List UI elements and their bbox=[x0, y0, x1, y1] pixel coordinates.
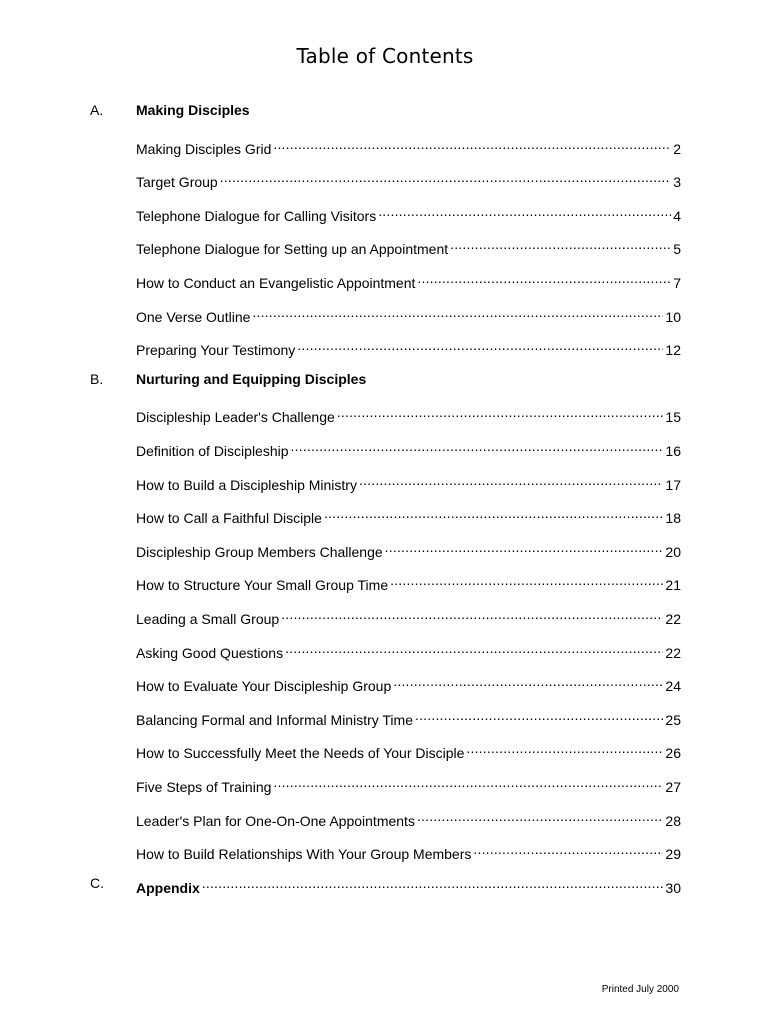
print-date: Printed July 2000 bbox=[601, 984, 679, 995]
dot-leader bbox=[385, 537, 664, 557]
dot-leader bbox=[473, 839, 663, 859]
toc-entry-label: Preparing Your Testimony bbox=[136, 342, 296, 359]
dot-leader bbox=[281, 604, 663, 624]
dot-leader bbox=[415, 705, 663, 725]
toc-entry-label: How to Successfully Meet the Needs of Your Disciple bbox=[136, 745, 465, 762]
toc-entry-label: One Verse Outline bbox=[136, 308, 251, 325]
toc-page-number: 2 bbox=[673, 140, 681, 157]
toc-entry[interactable] bbox=[136, 302, 681, 325]
dot-leader bbox=[297, 335, 663, 355]
toc-entry-label: How to Structure Your Small Group Time bbox=[136, 577, 389, 594]
dot-leader bbox=[337, 402, 664, 422]
section-title: Making Disciples bbox=[136, 102, 250, 118]
toc-page-number: 22 bbox=[665, 644, 681, 661]
toc-page-number: 10 bbox=[665, 308, 681, 325]
dot-leader bbox=[285, 638, 663, 658]
toc-page-number: 12 bbox=[665, 342, 681, 359]
toc-page-number: 25 bbox=[665, 711, 681, 728]
toc-page-number: 7 bbox=[673, 275, 681, 291]
toc-entry[interactable] bbox=[136, 839, 681, 863]
dot-leader bbox=[359, 470, 663, 490]
toc-entry-label: Target Group bbox=[136, 174, 218, 191]
toc-page-number: 3 bbox=[673, 174, 681, 191]
toc-entry[interactable] bbox=[136, 503, 681, 527]
toc-page-number: 15 bbox=[665, 409, 681, 426]
dot-leader bbox=[324, 503, 663, 523]
section-letter: C. bbox=[90, 874, 104, 891]
toc-entry[interactable] bbox=[136, 201, 681, 224]
toc-entry-label: Leading a Small Group bbox=[136, 611, 280, 627]
toc-entry[interactable] bbox=[136, 436, 681, 459]
dot-leader bbox=[378, 201, 671, 221]
toc-entry[interactable] bbox=[136, 806, 681, 829]
toc-page-number: 28 bbox=[665, 812, 681, 829]
toc-page-number: 18 bbox=[665, 510, 681, 527]
toc-entry-appendix[interactable] bbox=[136, 873, 681, 896]
dot-leader bbox=[390, 570, 663, 590]
section-letter: A. bbox=[90, 102, 104, 118]
toc-entry-label: How to Call a Faithful Disciple bbox=[136, 510, 322, 527]
toc-page-number: 16 bbox=[665, 443, 681, 459]
toc-page-number: 5 bbox=[673, 241, 681, 258]
toc-entry[interactable] bbox=[136, 671, 681, 695]
dot-leader bbox=[273, 134, 671, 154]
toc-entry-label: How to Evaluate Your Discipleship Group bbox=[136, 678, 392, 695]
dot-leader bbox=[220, 167, 671, 187]
dot-leader bbox=[417, 806, 663, 826]
toc-entry-label: How to Build a Discipleship Ministry bbox=[136, 476, 357, 493]
dot-leader bbox=[450, 234, 671, 254]
toc-entry-label: How to Build Relationships With Your Group Members bbox=[136, 846, 472, 863]
toc-entry-label: Definition of Discipleship bbox=[136, 443, 289, 459]
toc-entry[interactable] bbox=[136, 470, 681, 493]
toc-entry[interactable] bbox=[136, 167, 681, 191]
toc-entry[interactable] bbox=[136, 705, 681, 728]
toc-page-number: 30 bbox=[665, 879, 681, 896]
toc-entry[interactable] bbox=[136, 268, 681, 291]
toc-page-number: 4 bbox=[673, 207, 681, 224]
page-title: Table of Contents bbox=[296, 44, 474, 68]
toc-entry[interactable] bbox=[136, 537, 681, 560]
dot-leader bbox=[393, 671, 663, 691]
dot-leader bbox=[252, 302, 663, 322]
dot-leader bbox=[466, 738, 663, 758]
toc-page-number: 29 bbox=[665, 846, 681, 863]
toc-entry[interactable] bbox=[136, 335, 681, 359]
toc-entry-label: Making Disciples Grid bbox=[136, 140, 272, 157]
toc-page-number: 21 bbox=[665, 577, 681, 594]
toc-page-number: 24 bbox=[665, 678, 681, 695]
toc-entry[interactable] bbox=[136, 772, 681, 795]
toc-entry[interactable] bbox=[136, 134, 681, 157]
toc-entry[interactable] bbox=[136, 402, 681, 426]
toc-entry-label: How to Conduct an Evangelistic Appointment bbox=[136, 275, 416, 291]
toc-entry-label: Five Steps of Training bbox=[136, 779, 272, 795]
toc-page-number: 17 bbox=[665, 476, 681, 493]
toc-entry[interactable] bbox=[136, 738, 681, 762]
toc-page-number: 27 bbox=[665, 779, 681, 795]
toc-entry-label: Asking Good Questions bbox=[136, 644, 284, 661]
toc-entry-label: Leader's Plan for One-On-One Appointments bbox=[136, 812, 415, 829]
dot-leader bbox=[202, 873, 664, 893]
toc-page-number: 26 bbox=[665, 745, 681, 762]
section-letter: B. bbox=[90, 370, 104, 387]
toc-entry[interactable] bbox=[136, 234, 681, 258]
toc-entry-label: Discipleship Group Members Challenge bbox=[136, 543, 383, 560]
toc-entry-label: Balancing Formal and Informal Ministry Time bbox=[136, 711, 413, 728]
toc-entry[interactable] bbox=[136, 570, 681, 594]
dot-leader bbox=[417, 268, 671, 288]
toc-entry-label: Telephone Dialogue for Calling Visitors bbox=[136, 207, 377, 224]
toc-entry[interactable] bbox=[136, 604, 681, 627]
dot-leader bbox=[291, 436, 664, 456]
dot-leader bbox=[273, 772, 663, 792]
toc-entry[interactable] bbox=[136, 638, 681, 661]
toc-page-number: 20 bbox=[665, 543, 681, 560]
toc-entry-label: Discipleship Leader's Challenge bbox=[136, 409, 335, 426]
section-title: Appendix bbox=[136, 879, 200, 896]
toc-entry-label: Telephone Dialogue for Setting up an Appointment bbox=[136, 241, 449, 258]
section-title: Nurturing and Equipping Disciples bbox=[136, 370, 367, 387]
toc-page-number: 22 bbox=[665, 611, 681, 627]
